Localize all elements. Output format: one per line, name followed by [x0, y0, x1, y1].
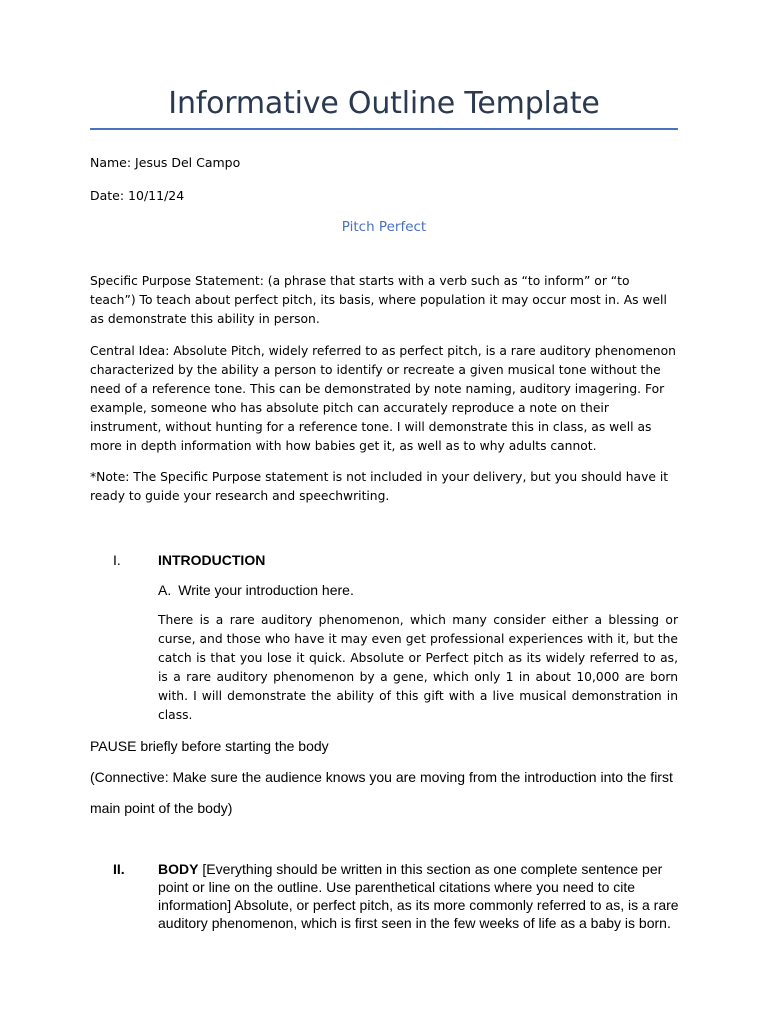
note-paragraph: *Note: The Specific Purpose statement is not included in your delivery, but you should have it ready to guide your research and speechwriting. — [90, 470, 669, 503]
body-heading: BODY — [158, 861, 199, 877]
body-numeral: II. — [113, 861, 125, 877]
document-title: Informative Outline Template — [168, 86, 600, 121]
intro-heading: INTRODUCTION — [158, 552, 266, 568]
body-text: [Everything should be written in this section as one complete sentence per point or line on the outline. Use parenthetical citations where you need to cite information] Absolute, or perfect pitch, as its more commonly referred to as, is a rare auditory phenomenon, which is first seen in the few weeks of life as a baby is born. — [158, 861, 679, 932]
intro-sub-marker: A. — [158, 582, 172, 598]
intro-sub-text: Write your introduction here. — [178, 582, 354, 598]
pause-line: PAUSE briefly before starting the body — [90, 738, 329, 754]
date-line: Date: 10/11/24 — [90, 188, 185, 203]
specific-purpose-paragraph: Specific Purpose Statement: (a phrase that starts with a verb such as “to inform” or “to teach”) To teach about perfect pitch, its basis, where population it may occur most in. As well as demonstrate this ability in person. — [90, 274, 667, 326]
body-paragraph — [158, 860, 688, 932]
central-idea-paragraph: Central Idea: Absolute Pitch, widely referred to as perfect pitch, is a rare auditory phenomenon characterized by the ability a person to identify or recreate a given musical tone without the need of a reference tone. This can be demonstrated by note naming, auditory imagering. For example, someone who has absolute pitch can accurately reproduce a note on their instrument, without hunting for a reference tone. I will demonstrate this in class, as well as more in depth information with how babies get it, as well as to why adults cannot. — [90, 344, 676, 453]
connective-line-2: main point of the body) — [90, 800, 233, 816]
intro-body-paragraph: There is a rare auditory phenomenon, which many consider either a blessing or curse, and those who have it may even get professional experiences with it, but the catch is that you lose it quick. Absolute or Perfect pitch as its widely referred to as, is a rare auditory phenomenon by a gene, which only 1 in about 10,000 are born with. I will demonstrate the ability of this gift with a live musical demonstration in class. — [158, 613, 678, 722]
intro-sub-item — [158, 582, 354, 598]
title-underline — [90, 128, 678, 130]
speech-title: Pitch Perfect — [341, 219, 427, 235]
connective-line-1: (Connective: Make sure the audience knows you are moving from the introduction into the first — [90, 769, 673, 785]
name-line: Name: Jesus Del Campo — [90, 155, 241, 170]
intro-numeral: I. — [113, 552, 121, 568]
